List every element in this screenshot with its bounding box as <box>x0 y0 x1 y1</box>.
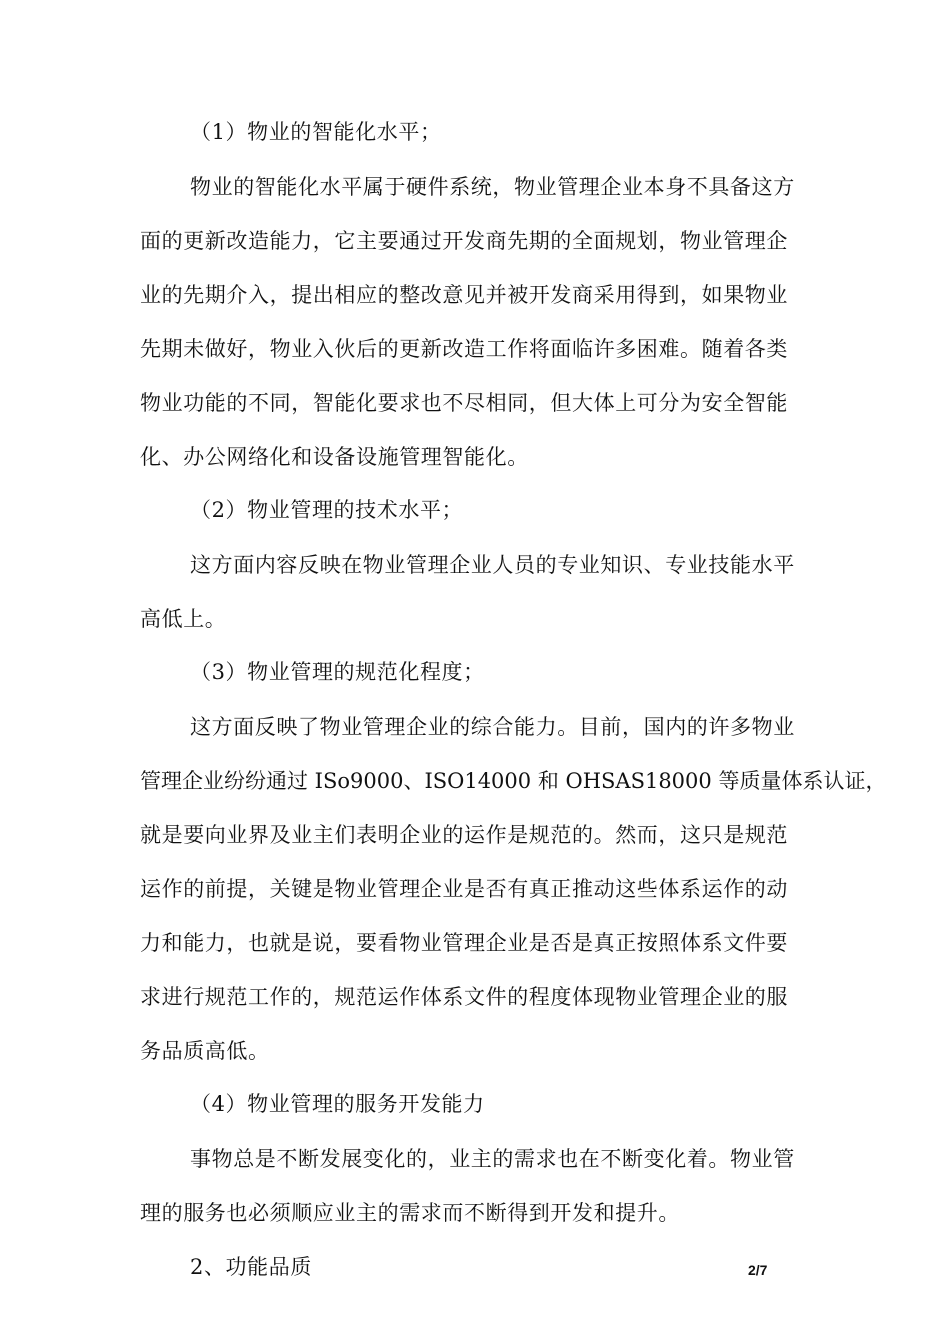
paragraph-line: 先期未做好，物业入伙后的更新改造工作将面临许多困难。随着各类 <box>140 337 788 361</box>
heading-standardization: （3）物业管理的规范化程度； <box>190 660 485 684</box>
paragraph-line: 业的先期介入，提出相应的整改意见并被开发商采用得到，如果物业 <box>140 283 788 307</box>
paragraph-line: 就是要向业界及业主们表明企业的运作是规范的。然而，这只是规范 <box>140 823 788 847</box>
paragraph-line: 事物总是不断发展变化的，业主的需求也在不断变化着。物业管 <box>190 1147 795 1171</box>
paragraph-line: 管理企业纷纷通过 ISo9000、ISO14000 和 OHSAS18000 等质量体系认证， <box>140 769 887 793</box>
paragraph-line: 运作的前提，关键是物业管理企业是否有真正推动这些体系运作的动 <box>140 877 788 901</box>
heading-technical-level: （2）物业管理的技术水平； <box>190 498 464 522</box>
paragraph-line: 务品质高低。 <box>140 1039 270 1063</box>
paragraph-line: 这方面反映了物业管理企业的综合能力。目前，国内的许多物业 <box>190 715 795 739</box>
paragraph-line: 高低上。 <box>140 607 227 631</box>
paragraph-line: 力和能力，也就是说，要看物业管理企业是否是真正按照体系文件要 <box>140 931 788 955</box>
paragraph-line: 物业的智能化水平属于硬件系统，物业管理企业本身不具备这方 <box>190 175 795 199</box>
paragraph-line: 物业功能的不同，智能化要求也不尽相同，但大体上可分为安全智能 <box>140 391 788 415</box>
paragraph-line: 面的更新改造能力，它主要通过开发商先期的全面规划，物业管理企 <box>140 229 788 253</box>
heading-service-development: （4）物业管理的服务开发能力 <box>190 1092 485 1116</box>
page-number: 2/7 <box>748 1262 768 1278</box>
paragraph-line: 求进行规范工作的，规范运作体系文件的程度体现物业管理企业的服 <box>140 985 788 1009</box>
paragraph-line: 这方面内容反映在物业管理企业人员的专业知识、专业技能水平 <box>190 553 795 577</box>
paragraph-line: 理的服务也必须顺应业主的需求而不断得到开发和提升。 <box>140 1201 680 1225</box>
section-heading-function-quality: 2、功能品质 <box>190 1255 312 1279</box>
paragraph-line: 化、办公网络化和设备设施管理智能化。 <box>140 445 529 469</box>
heading-intelligence-level: （1）物业的智能化水平； <box>190 120 442 144</box>
